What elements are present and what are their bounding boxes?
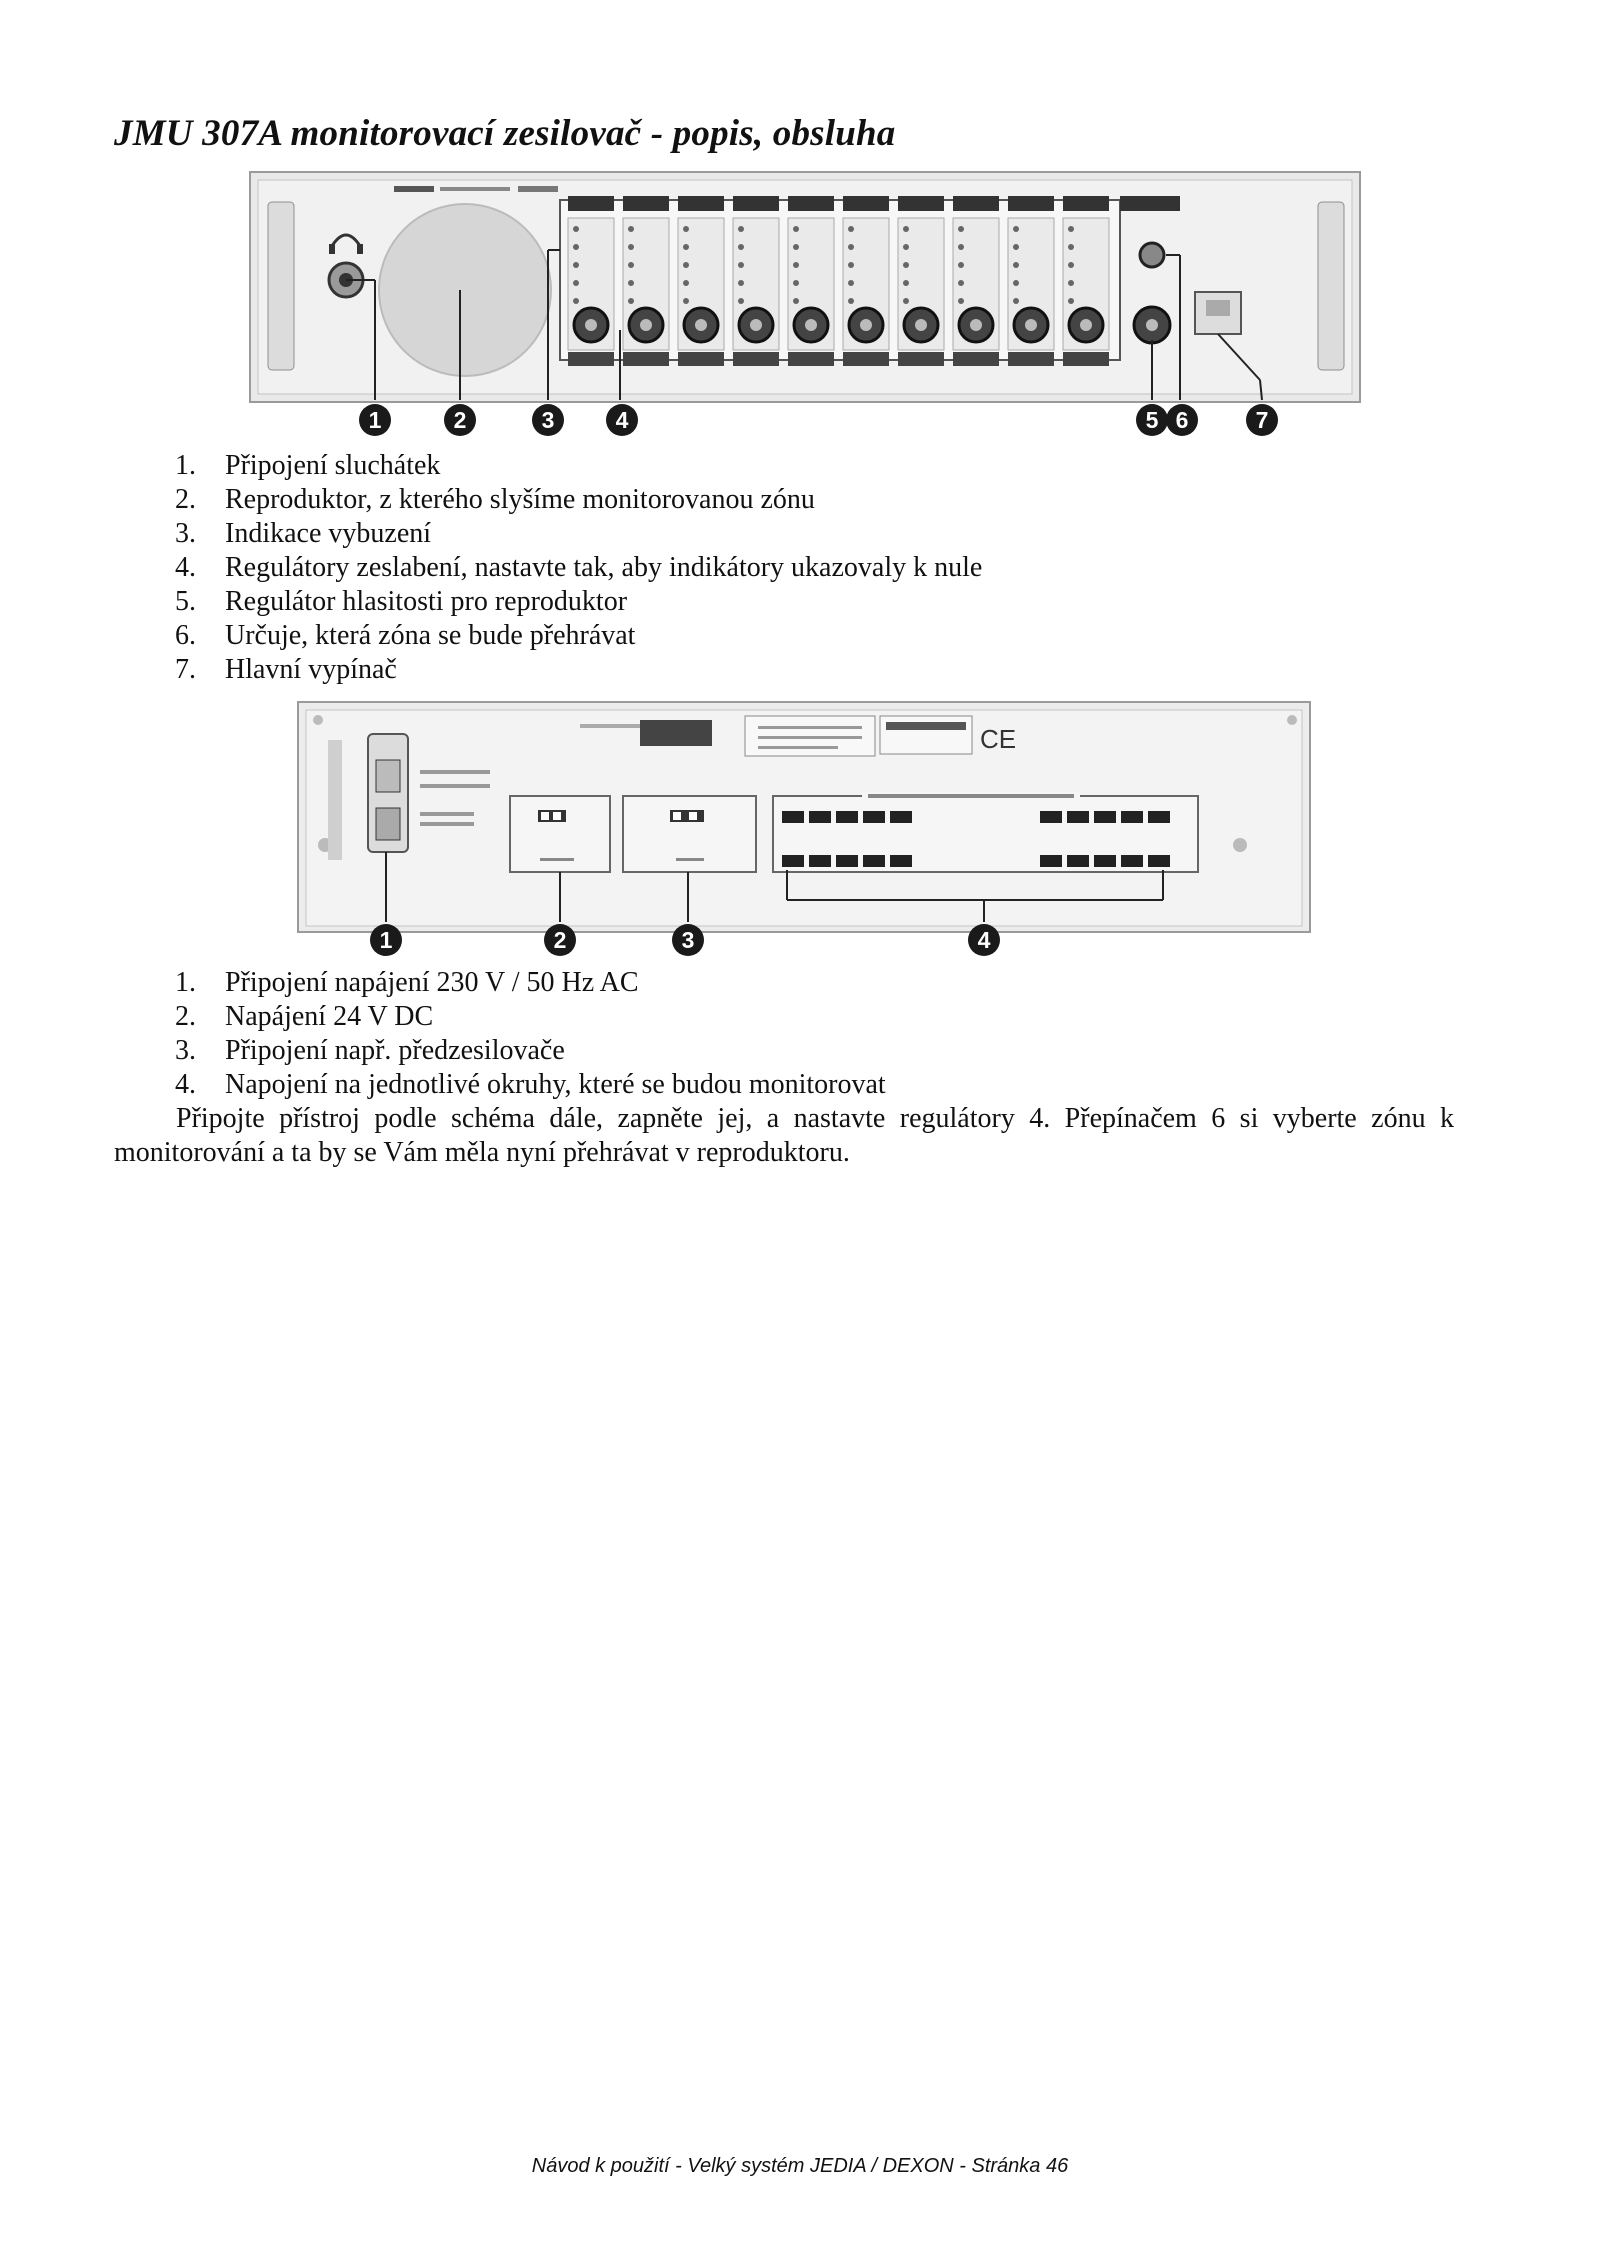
svg-text:6: 6 (1175, 407, 1189, 433)
rear-callout-2 (544, 924, 576, 956)
svg-text:4: 4 (615, 407, 629, 433)
svg-text:CE: CE (980, 724, 1017, 754)
rear-callout-1 (370, 924, 402, 956)
list-item: 2. Reproduktor, z kterého slyšíme monitorovanou zónu (175, 484, 815, 515)
instructions-paragraph: Připojte přístroj podle schéma dále, zapněte jej, a nastavte regulátory 4. Přepínačem 6 si vyberte zónu k monitorování a ta by se Vám měla nyní přehrávat v reproduktoru. (114, 1103, 1454, 1168)
list-item: 3. Připojení např. předzesilovače (175, 1035, 565, 1066)
svg-text:2: 2 (453, 407, 467, 433)
page-title: JMU 307A monitorovací zesilovač - popis, obsluha (114, 113, 896, 154)
list-item: 1. Připojení sluchátek (175, 450, 441, 481)
list-item: 7. Hlavní vypínač (175, 654, 397, 685)
svg-text:1: 1 (368, 407, 382, 433)
page-footer: Návod k použití - Velký systém JEDIA / DEXON - Stránka 46 (531, 2155, 1069, 2177)
rear-panel-figure (0, 0, 1600, 980)
list-item: 1. Připojení napájení 230 V / 50 Hz AC (175, 967, 639, 998)
rear-panel-list (175, 966, 886, 1102)
svg-text:1: 1 (379, 927, 393, 953)
list-item: 3. Indikace vybuzení (175, 518, 432, 549)
svg-text:5: 5 (1145, 407, 1159, 433)
svg-text:3: 3 (681, 927, 695, 953)
list-item: 4. Regulátory zeslabení, nastavte tak, aby indikátory ukazovaly k nule (175, 552, 983, 583)
svg-text:4: 4 (977, 927, 991, 953)
list-item: 4. Napojení na jednotlivé okruhy, které se budou monitorovat (175, 1069, 886, 1100)
rear-callout-3 (672, 924, 704, 956)
svg-text:7: 7 (1255, 407, 1269, 433)
list-item: 6. Určuje, která zóna se bude přehrávat (175, 620, 636, 651)
svg-text:2: 2 (553, 927, 567, 953)
list-item: 2. Napájení 24 V DC (175, 1001, 434, 1032)
svg-text:3: 3 (541, 407, 555, 433)
rear-callout-4 (968, 924, 1000, 956)
list-item: 5. Regulátor hlasitosti pro reproduktor (175, 586, 628, 617)
